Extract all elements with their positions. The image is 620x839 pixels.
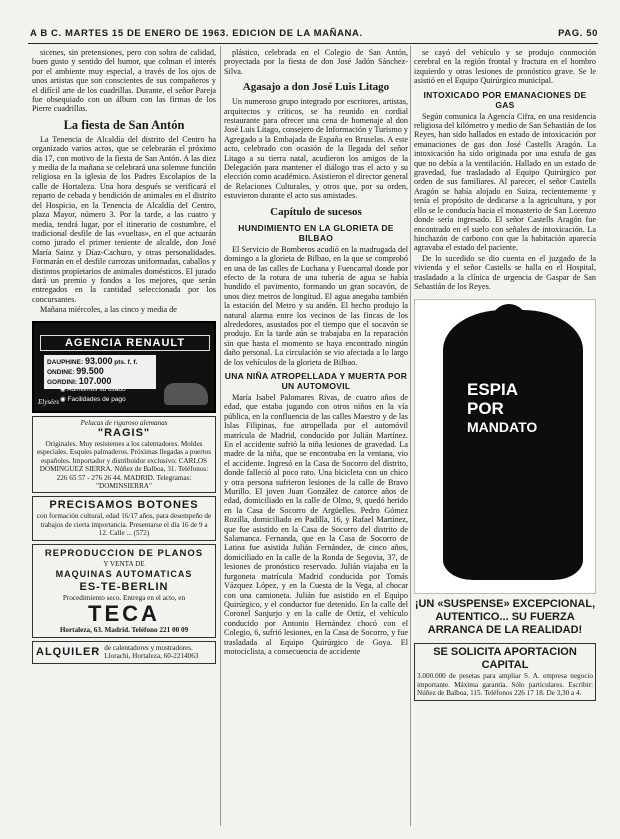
column-1 [32, 48, 216, 664]
header-rule [28, 43, 598, 44]
article-text: se cayó del vehículo y se produjo conmoción cerebral en la región frontal y fractura en el hombro izquierdo y otras lesiones de pronóstico grave. Se le asistió en el Equipo Quirúrgico municipal. [414, 48, 596, 86]
botones-heading: PRECISAMOS BOTONES [49, 499, 199, 512]
news-subheading: UNA NIÑA ATROPELLADA Y MUERTA POR UN AUTOMOVIL [224, 370, 408, 391]
renault-options: ◉ Admitimos su usado ◉ Facilidades de pago [60, 385, 126, 403]
article-heading: Agasajo a don José Luis Litago [242, 81, 390, 94]
capital-heading: SE SOLICITA APORTACION [433, 646, 577, 659]
renault-footer: Elysées [38, 398, 59, 407]
page-number: PAG. 50 [558, 28, 598, 39]
alquiler-ad [32, 641, 216, 664]
article-text: De lo sucedido se dio cuenta en el juzgado de la vivienda y el señor Castells se halla en el Hospital, trasladado a la clínica de urgencia de Gaspar de San Sebastián de los Reyes. [414, 253, 596, 291]
renault-option: Facilidades de pago [67, 395, 126, 403]
price-label: ONDINE: [47, 368, 75, 376]
article-text: Mañana miércoles, a las cinco y media de [40, 305, 177, 315]
planos-heading: REPRODUCCION DE PLANOS [44, 547, 204, 559]
renault-ad [32, 321, 216, 413]
espia-film-ad [414, 299, 596, 594]
column-3 [414, 48, 596, 701]
ragis-name: "RAGIS" [97, 426, 151, 439]
article-text: El Servicio de Bomberos acudió en la madrugada del domingo a la glorieta de Bilbao, en la que se comprobó en una de las calles de Luchana y Fuencarral donde por efecto de la rotura de una tubería de agua se había hundido el pavimento, formando un gran socavón, de unos diez metros de longitud. El agua anegaba también la estación del Metro y su andén. El hecho produjo la natural alarma entre los vecinos de las fincas de los alrededores, asustados por el tiempo que el socavón se produjo. En la tarde aún se trabajaba en la reparación sin que hasta el momento se haya encontrado ningún daño personal. La circulación se vio afectada a lo largo de los vehículos de la glorieta de Bilbao. [224, 244, 408, 367]
article-text: María Isabel Palomares Rivas, de cuatro años de edad, que estaba jugando con otros niños en la vía pública, en la confluencia de las calles Maestro y de las Islas Filipinas, fue atropellada por el automóvil matrícula de Madrid, conducido por Julián Martínez. En el accidente sufrió la niña lesiones de gravedad. La madre de la niña, que se encontraba en la ventana, vio el accidente. Ingresó en la Casa de Socorro del distrito, donde falleció al poco rato. Una bicicleta con un chico y otra persona sufrieron lesiones de la calle de Bravo Murillo. El joven Juan González de catorce años de edad, domiciliado en la calle de Olmo, 9, quedó herido en la Casa de Socorro de Argüelles. Pedro Gómez Rozilla, domiciliado en Padilla, 16, y Rafael Martínez, que fue asistido en la Casa de Socorro del distrito de Salamanca. Fernanda, que en la Casa de Socorro de Latina fue asistida Julián Fernández, de cinco años, domiciliado en la calle de la Ronda de Segovia, 37, de lesiones de pronóstico reservado. Julián viajaba en la furgoneta matrícula Madrid conducida por Tomás Vázquez López, y en la Cuesta de la Vega, al chocar con una camioneta. Julián fue asistido en el Equipo Quirúrgico, y el conductor fue detenido. En la calle del Coronel Sanjurjo y en la calle de Ortiz, el vehículo conducido por Antonio Hernández chocó con el Colegio, 6, sufrió lesiones, en la Casa de Socorro, y fue trasladada al Equipo Quirúrgico de Goya. El motociclista, a consecuencia de accidente [224, 392, 408, 656]
price-suffix: pts. f. f. [114, 358, 138, 366]
film-tagline: ¡UN «SUSPENSE» EXCEPCIONAL, AUTENTICO... SU FUERZA ARRANCA DE LA REALIDAD! [414, 598, 596, 637]
ragis-tagline: Pelucas de riguroso alemanas [80, 418, 168, 427]
price-value: 99.500 [76, 365, 104, 376]
article-text: La Tenencia de Alcaldía del distrito del Centro ha organizado varios actos, que se celebrarán el próximo día 17, con motivo de la fiesta de San Antón. A las diez y media de la mañana se celebrará una solemne función religiosa en la iglesia de los Padres Escolapios de la calle de Hortaleza. Una hora después se verificará el reparto de cebada y bendición de animales en el distrito del Hospicio, en la Tenencia de Alcaldía del Centro, plaza Mayor, número 3. Por la tarde, a las cuatro y media, tendrá lugar, por el itinerario de costumbre, el tradicional desfile de las «vueltas», en el que actuarán como jurado el primer teniente de alcalde, don José María Sainz y Díaz-Cachuro, y otras personalidades. Formarán en el desfile carrozas uniformadas, caballos y distintos propietarios de animales domésticos. El jurado dará un premio y fondos a los mejores, que serán entregados en la cantidad seleccionada por los concursantes. [32, 134, 216, 304]
botones-ad [32, 496, 216, 540]
section-heading: Capítulo de sucesos [270, 205, 362, 218]
planos-sub: MAQUINAS AUTOMATICAS [55, 569, 193, 580]
article-text: plástico, celebrada en el Colegio de San Antón, proyectada por la fiesta de don José Jadón Sánchez-Silva. [224, 48, 408, 76]
news-subheading: INTOXICADO POR EMANACIONES DE GAS [423, 89, 587, 110]
price-label: DAUPHINE: [47, 358, 84, 366]
planos-line: Procedimiento seco. Entrega en el acto, en [62, 594, 186, 603]
ragis-body: Originales. Muy resistentes a los calentadores. Moldes especiales. Esquíes palmaderos. Próximas llegadas a puertos españoles. Importador y distribuidor exclusivo: CARLOS DOMINGUEZ SIERRA. Núñez de Balboa, 31. Teléfonos: 226 65 57 - 276 26 44. MADRID. Telegramas: "DOMINSIERRA" [36, 439, 212, 490]
film-title-line: POR [467, 399, 504, 419]
planos-ad [32, 544, 216, 638]
capital-heading: CAPITAL [481, 659, 529, 672]
capital-ad [414, 643, 596, 700]
article-text: sicenes, sin pretensiones, pero con sobra de calidad, buen gusto y sentido del humor, que colman el interés por el ambiente muy especial, a través de los ojos de unos artistas que son conscientes de sus compañeros y el difícil arte de los cuadrillas. Durante, el señor Pareja fue obsequiado con un álbum con las firmas de los Pierre cuadrillas. [32, 48, 216, 114]
renault-option: Admitimos su usado [67, 385, 126, 393]
renault-brand: AGENCIA RENAULT [40, 335, 210, 351]
news-subheading: HUNDIMIENTO EN LA GLORIETA DE BILBAO [238, 222, 394, 243]
ragis-ad [32, 416, 216, 494]
price-label: GORDINI: [47, 378, 77, 386]
planos-address: Hortaleza, 63. Madrid. Teléfono 221 00 09 [59, 626, 189, 635]
silhouette-figure [443, 310, 583, 580]
film-title [467, 380, 553, 437]
alquiler-label: ALQUILER [36, 645, 101, 658]
price-value: 93.000 [84, 355, 113, 366]
film-title-line: MANDATO [467, 419, 538, 436]
film-title-line: ESPIA [467, 380, 519, 400]
teca-logo: TECA [88, 601, 160, 627]
alquiler-text: de calentadores y mostradores. Llorachi, Hortaleza, 60-2214063 [104, 643, 199, 661]
column-divider [220, 46, 221, 826]
article-text: Un numeroso grupo integrado por escritores, artistas, arquitectos y críticos, se ha reunido en cordial restaurante para ofrecer una cena de homenaje al don José Luis Litago, consejero de Información y Turismo y Agregado a la Embajada de España en Bruselas. A este acto, celebrado con ocasión de la llegada del señor Litago a su tierra natal, acudieron los amigos de la Delegación para mantener el diálogo tras el acto y su elección como académico. Asistieron el director general de Relaciones Culturales, y otros que, por su orden, estuvieron durante el acto sus amistades. [224, 97, 408, 201]
planos-brand: ES-TE-BERLIN [79, 581, 169, 594]
article-heading: La fiesta de San Antón [63, 117, 185, 132]
capital-body: 3.000.000 de pesetas para ampliar S. A. empresa negocio importante. Máxima garantía. Sólo particulares. Escribir: Núñez de Balboa, 115. Teléfonos 226 17 18. De 3,30 a 4. [417, 672, 593, 698]
car-icon [164, 383, 208, 405]
masthead [30, 28, 598, 42]
price-value: 107.000 [78, 375, 112, 386]
botones-body: con formación cultural, edad 16/17 años, para desempeño de trabajos de cierta importancia. Presentarse el día 16 de 9 a 12. Calle ... (572) [36, 512, 212, 538]
masthead-date: A B C. MARTES 15 DE ENERO DE 1963. EDICION DE LA MAÑANA. [30, 28, 363, 39]
column-2 [224, 48, 408, 657]
planos-sub: Y VENTA DE [103, 559, 145, 568]
article-text: Según comunica la Agencia Cifra, en una residencia religiosa del kilómetro y medio de San Sebastián de los Reyes, han sido hallados en estado de intoxicación por emanaciones de gas don José Castells Aragón. La intoxicación ha sido originada por una estufa de gas que no debía a la ventilación. Hallado en un estado de gravedad, fue trasladado al Equipo Quirúrgico por orden de sus familiares. Al parecer, el señor Castells Aragón se había alojado en Suiza, recientemente y tenía el propósito de dedicarse a la agricultura, y por ello se le conducía hacia el monasterio de San Lorenzo donde sería ingresado. El señor Castells Aragón fue encontrado en el suelo con señales de intoxicación. La hinchazón de carbono con que la habitación aparecía agravaba el estado del paciente. [414, 111, 596, 253]
column-divider [410, 46, 411, 826]
renault-prices [44, 355, 156, 389]
